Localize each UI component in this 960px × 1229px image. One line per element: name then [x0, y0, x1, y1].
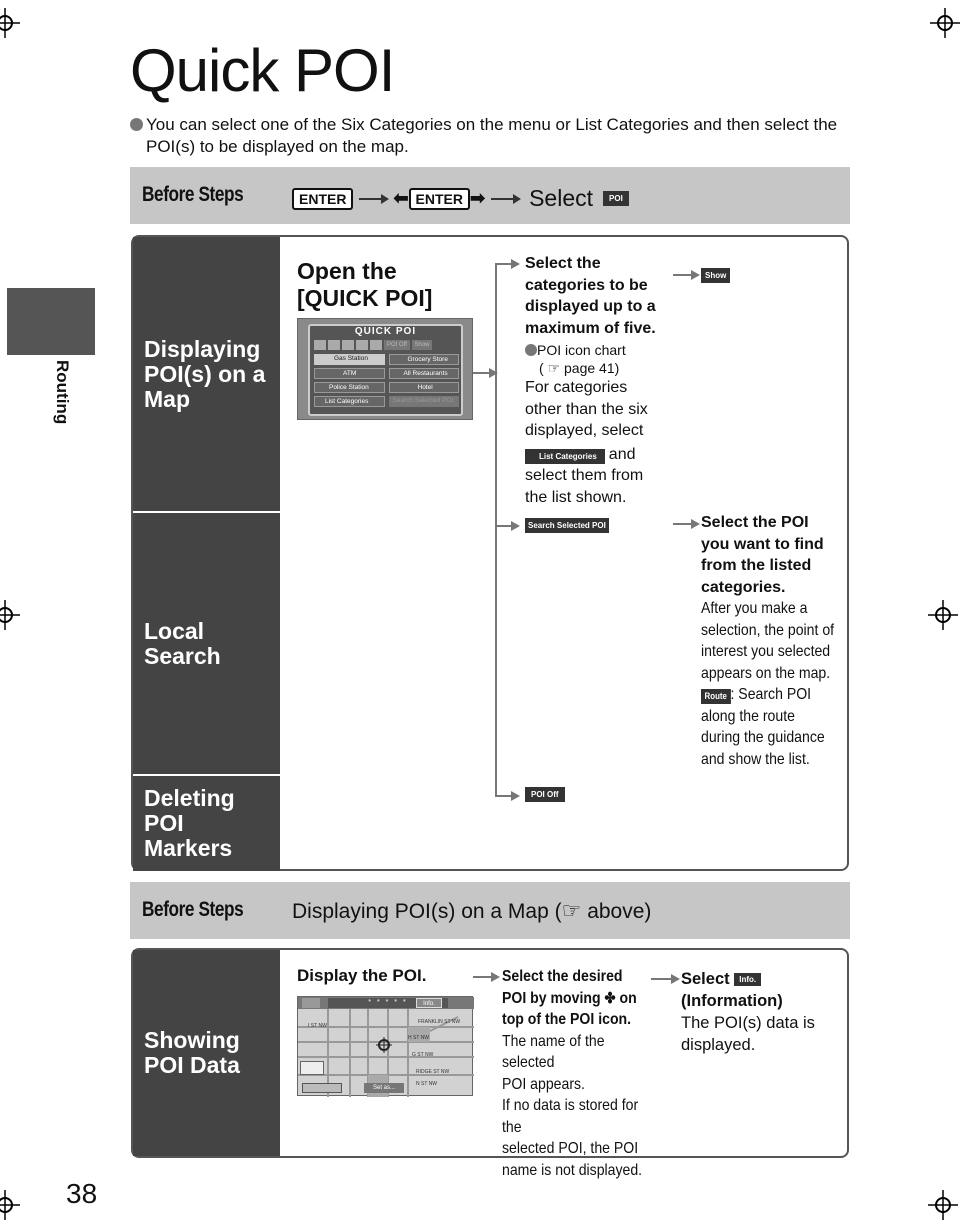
- crop-mark-icon: [0, 600, 20, 630]
- flow-arrow: [651, 978, 677, 980]
- category-grid: [314, 354, 459, 407]
- arrow-right-bold-icon: ➡: [470, 188, 486, 208]
- page-number: 38: [66, 1178, 98, 1209]
- step-text: top of the POI icon.: [502, 1011, 632, 1028]
- before-steps-text: [292, 898, 651, 924]
- crop-mark-icon: [928, 600, 958, 630]
- street-label: I ST NW: [308, 1023, 327, 1029]
- step-text: The name of the selected: [502, 1032, 605, 1071]
- before-steps-suffix: above): [587, 900, 652, 923]
- before-steps-label: Before Steps: [142, 183, 244, 206]
- category-slot-icon: [342, 340, 354, 350]
- step-text: displayed.: [681, 1036, 756, 1054]
- step-text: other than the six: [525, 400, 648, 418]
- poi-icon-chart-note: [525, 341, 675, 377]
- sidebar-displaying: [133, 237, 280, 512]
- select-categories-step: [525, 253, 675, 508]
- step-text: Select the desired: [502, 968, 623, 985]
- step-text: Select the POI: [701, 514, 809, 531]
- before-steps-bar: [130, 167, 850, 224]
- crop-mark-icon: [930, 8, 960, 38]
- show-button: Show: [701, 268, 730, 283]
- joystick-icon: ✤: [604, 989, 616, 1007]
- before-steps-sequence: [292, 185, 629, 212]
- step-text: Select: [681, 970, 730, 988]
- quick-poi-screenshot: [297, 318, 473, 420]
- quick-poi-panel: [131, 235, 849, 871]
- sidebar-displaying-line: Displaying: [144, 336, 261, 362]
- hotel-item: Hotel: [389, 382, 460, 393]
- step-text: POI appears.: [502, 1075, 585, 1093]
- step-text: If no data is stored for the: [502, 1097, 639, 1136]
- street-label: H ST NW: [408, 1035, 430, 1041]
- select-poi-step: [701, 512, 851, 770]
- step-text: selected POI, the POI: [502, 1140, 639, 1157]
- poi-button: POI: [603, 191, 629, 206]
- step-text: The POI(s) data is: [681, 1014, 815, 1032]
- step-text: name is not displayed.: [502, 1161, 643, 1179]
- sidebar-displaying-line: Map: [144, 386, 190, 412]
- street-label: G ST NW: [412, 1052, 434, 1058]
- step-text: POI by moving: [502, 989, 601, 1007]
- arrow-left-icon: ⬅: [393, 188, 409, 208]
- flow-arrow: [473, 372, 495, 374]
- step-text: Select the: [525, 255, 601, 272]
- screen-poi-off-button: POI Off: [384, 340, 410, 350]
- search-selected-poi-item: Search Selected POI: [389, 396, 460, 407]
- sidebar-showing-line: POI Data: [144, 1052, 240, 1078]
- step-text: during the guidance: [701, 729, 825, 746]
- step-text: from the listed: [701, 557, 812, 574]
- category-slot-icon: [328, 340, 340, 350]
- step-text: After you make a: [701, 600, 808, 617]
- select-info-step: [681, 968, 841, 1056]
- page-title: Quick POI: [130, 37, 395, 104]
- step-text: (Information): [681, 992, 783, 1010]
- sidebar-deleting-line: POI: [144, 810, 184, 836]
- chart-ref-page: page 41: [564, 360, 615, 376]
- map-screenshot: [297, 996, 473, 1096]
- map-dest-button-icon: [302, 1083, 342, 1093]
- bullet-icon: [525, 344, 537, 356]
- enter-key: ENTER: [292, 188, 353, 210]
- list-categories-item: List Categories: [314, 396, 385, 407]
- map-poi-name-bar: * * * * *: [328, 998, 448, 1008]
- enter-key-joystick: ENTER: [409, 188, 470, 210]
- step-text: appears on the map.: [701, 664, 831, 682]
- chart-label: POI icon chart: [537, 342, 626, 358]
- step-text: displayed up to a: [525, 298, 656, 315]
- step-text: along the route: [701, 707, 795, 725]
- category-slot-icon: [370, 340, 382, 350]
- display-poi-heading: Display the POI.: [297, 966, 427, 985]
- map-scale-icon: [300, 1061, 324, 1075]
- before-steps-label: Before Steps: [142, 898, 244, 921]
- step-text: the list shown.: [525, 488, 627, 506]
- step-text: and: [608, 445, 636, 463]
- street-label: N ST NW: [416, 1081, 438, 1087]
- bullet-icon: [130, 118, 143, 131]
- intro-line-1: You can select one of the Six Categories on the menu or List Categories and then select the: [146, 115, 838, 134]
- sidebar-deleting: [133, 776, 280, 871]
- sidebar-local-line: Search: [144, 642, 221, 669]
- arrow-right-icon: [491, 198, 519, 200]
- flow-arrow: [495, 795, 517, 797]
- step-text: selection, the point of: [701, 621, 835, 639]
- sidebar-deleting-line: Deleting: [144, 785, 235, 811]
- map-set-as-button: Set as...: [364, 1083, 404, 1093]
- arrow-right-icon: [359, 198, 387, 200]
- category-icon-row: [314, 340, 432, 350]
- sidebar-local-search: [133, 513, 280, 774]
- category-slot-icon: [314, 340, 326, 350]
- step-text: on: [619, 989, 637, 1007]
- screen-show-button: Show: [412, 340, 432, 350]
- show-poi-data-panel: [131, 948, 849, 1179]
- heading-line: Open the: [297, 258, 397, 284]
- info-button: Info.: [734, 973, 761, 986]
- map-info-button: Info.: [416, 998, 442, 1008]
- intro-text: [130, 114, 855, 158]
- search-selected-poi-button: Search Selected POI: [525, 518, 609, 533]
- heading-line: [QUICK POI]: [297, 285, 433, 311]
- step-text: and show the list.: [701, 750, 810, 768]
- street-label: RIDGE ST NW: [416, 1069, 450, 1075]
- step-text: categories to be: [525, 276, 648, 294]
- list-categories-button: List Categories: [525, 449, 605, 464]
- open-quick-poi-heading: [297, 258, 432, 312]
- pointing-hand-icon: ☞: [561, 898, 582, 923]
- select-text: Select: [529, 185, 594, 211]
- sidebar-showing: [133, 950, 280, 1156]
- sidebar-local-line: Local: [144, 617, 205, 644]
- step-text: you want to find: [701, 535, 824, 553]
- before-steps-bar-2: [130, 882, 850, 939]
- step-text: maximum of five.: [525, 319, 656, 337]
- street-label: FRANKLIN ST NW: [418, 1019, 461, 1025]
- map-streets-icon: [298, 997, 474, 1097]
- step-text: interest you selected: [701, 643, 831, 660]
- flow-arrow: [495, 525, 517, 527]
- grocery-store-item: Grocery Store: [389, 354, 460, 365]
- crop-mark-icon: [0, 8, 20, 38]
- side-tab-label: Routing: [53, 360, 72, 425]
- route-button: Route: [701, 689, 730, 704]
- step-text: select them from: [525, 467, 644, 484]
- side-tab-block: [7, 288, 95, 355]
- flow-line: [495, 263, 497, 797]
- sidebar-showing-line: Showing: [144, 1027, 240, 1053]
- gas-station-item: Gas Station: [314, 354, 385, 365]
- quick-poi-dialog: [308, 324, 463, 416]
- before-steps-prefix: Displaying POI(s) on a Map (: [292, 900, 562, 923]
- flow-arrow: [673, 274, 697, 276]
- map-menu-icon: [302, 998, 320, 1008]
- crop-mark-icon: [928, 1190, 958, 1220]
- category-slot-icon: [356, 340, 368, 350]
- poi-off-button: POI Off: [525, 787, 565, 802]
- flow-arrow: [673, 523, 697, 525]
- police-station-item: Police Station: [314, 382, 385, 393]
- all-restaurants-item: All Restaurants: [389, 368, 460, 379]
- chart-ref: ( ☞ page 41): [539, 360, 620, 376]
- select-desired-poi-step: [502, 966, 662, 1181]
- flow-arrow: [495, 263, 517, 265]
- intro-line-2: POI(s) to be displayed on the map.: [146, 137, 409, 156]
- step-text: : Search POI: [730, 686, 812, 703]
- step-text: For categories: [525, 379, 628, 396]
- crop-mark-icon: [0, 1190, 20, 1220]
- sidebar-deleting-line: Markers: [144, 835, 233, 861]
- step-text: displayed, select: [525, 422, 644, 439]
- step-text: categories.: [701, 578, 786, 596]
- pointing-hand-icon: ☞: [547, 360, 561, 376]
- atm-item: ATM: [314, 368, 385, 379]
- quick-poi-dialog-title: QUICK POI: [354, 326, 417, 337]
- sidebar-displaying-line: POI(s) on a: [144, 361, 266, 387]
- flow-arrow: [473, 976, 497, 978]
